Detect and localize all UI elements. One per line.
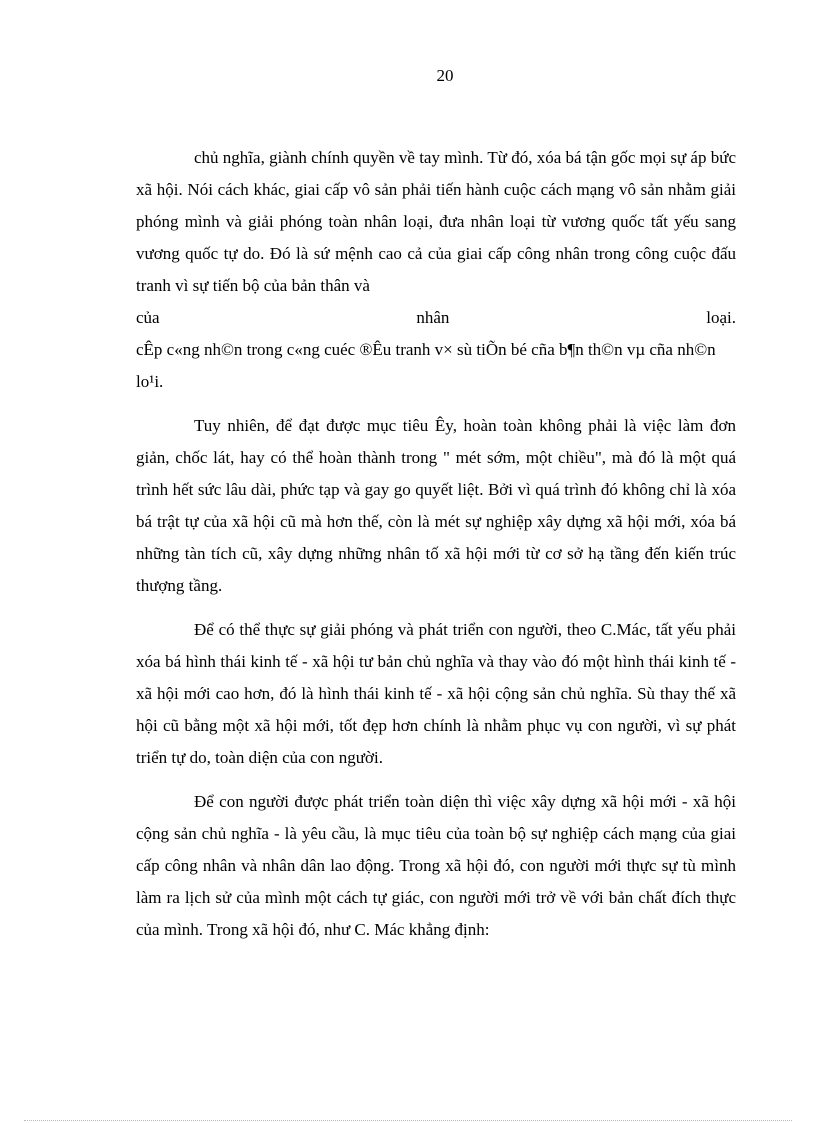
paragraph-4: Để con người được phát triển toàn diện thì việc xây dựng xã hội mới - xã hội cộng sản chủ nghĩa - là yêu cầu, là mục tiêu của toàn bộ sự nghiệp cách mạng của giai cấp công nhân và nhân dân lao động. Trong xã hội đó, con người mới thực sự tù mình làm ra lịch sử của mình một cách tự giác, con người mới trở về với bản chất đích thực của mình. Trong xã hội đó, như C. Mác khẳng định:	[136, 792, 736, 939]
spread-word-3: loại.	[706, 308, 736, 327]
paragraph-2: Tuy nhiên, để đạt được mục tiêu Êy, hoàn toàn không phải là việc làm đơn giản, chốc lát, hay có thể hoàn thành trong " mét sớm, một chiều", mà đó là một quá trình hết sức lâu dài, phức tạp và gay go quyết liệt. Bởi vì quá trình đó không chỉ là xóa bá trật tự của xã hội cũ mà hơn thế, còn là mét sự nghiệp xây dựng xã hội mới, xóa bá những tàn tích cũ, xây dựng những nhân tố xã hội mới từ cơ sở hạ tầng đến kiến trúc thượng tầng.	[136, 416, 736, 595]
spread-word-1: của	[136, 308, 160, 327]
page-bottom-divider	[24, 1120, 792, 1121]
page-number: 20	[436, 66, 454, 85]
garbled-encoding-text: cÊp c«ng nh©n trong c«ng cuéc ®Êu tranh v× sù tiÕn bé cña b¶n th©n vµ cña nh©n lo¹i.	[136, 340, 716, 391]
paragraph-3: Để có thể thực sự giải phóng và phát triển con người, theo C.Mác, tất yếu phải xóa bá hình thái kinh tế - xã hội tư bản chủ nghĩa và thay vào đó một hình thái kinh tế - xã hội mới cao hơn, đó là hình thái kinh tế - xã hội cộng sản chủ nghĩa. Sù thay thế xã hội cũ bằng một xã hội mới, tốt đẹp hơn chính là nhằm phục vụ con người, vì sự phát triển tự do, toàn diện của con người.	[136, 620, 736, 767]
document-body	[136, 142, 736, 958]
spread-word-2: nhân	[416, 308, 450, 327]
paragraph-1: chủ nghĩa, giành chính quyền về tay mình. Từ đó, xóa bá tận gốc mọi sự áp bức xã hội. Nói cách khác, giai cấp vô sản phải tiến hành cuộc cách mạng vô sản nhằm giải phóng mình và giải phóng toàn nhân loại, đưa nhân loại từ vương quốc tất yếu sang vương quốc tự do. Đó là sứ mệnh cao cả của giai cấp công nhân trong công cuộc đấu tranh vì sự tiến bộ của bản thân và	[136, 148, 736, 295]
spread-line	[136, 302, 736, 334]
